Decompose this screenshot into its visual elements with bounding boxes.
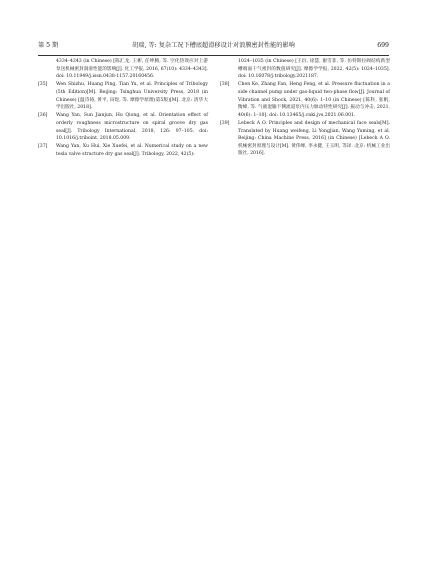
reference-number: [37] xyxy=(38,144,48,150)
reference-number: [35] xyxy=(38,82,48,88)
reference-item xyxy=(220,81,390,119)
reference-continuation: 1024–1035 (in Chinese) [王衍, 徐慧, 谢雪菲, 等. 仿特斯拉阀结构新型槽端面干气密封的数值研究[J]. 摩擦学学报, 2022, 42(5): 1024–1035]. doi: 10.16078/j.tribology.2021187. xyxy=(238,59,390,80)
left-column xyxy=(38,58,208,159)
reference-number: [36] xyxy=(38,113,48,119)
reference-text: Wang Yan, Sun Jianjun, Hu Qiong, et al. Orientation effect of orderly roughness microstructure on spiral groove dry gas seal[J]. Tribology International, 2018, 126: 97–105. doi: 10.1016/j.triboint. 2018.05.009. xyxy=(56,113,208,142)
page-number: 699 xyxy=(377,42,389,49)
reference-text: Lebeck A O. Principles and design of mechanical face seals[M]. Translated by Huang weifeng, Li Yongjian, Wang Yuming, et al. Beijing: China Machine Press, 2016] (in Chinese) [Lebeck A O. 机械密封原理与设计[M]. 黄伟峰, 李永健, 王玉明, 等译. 北京: 机械工业出版社, 2016]. xyxy=(238,120,390,157)
reference-text: Chen Ke, Zhang Fan, Heng Feng, et al. Pressure fluctuation in a side channel pump under gas-liquid two-phase flow[J]. Journal of Vibration and Shock, 2021, 40(6): 1–10 (in Chinese) [陈科, 张帆, 衡峰, 等. 气液混输下侧流道泵内压力脉动特性研究[J]. 振动与冲击, 2021, 40(6): 1–10]. doi: 10.13465/j.cnki.jvs.2021.06.001. xyxy=(238,82,390,118)
reference-text: Wang Yan, Xu Hui, Xie Xuefei, et al. Numerical study on a new tesla valve structure dry gas seal[J]. Tribology, 2022, 42(5): xyxy=(56,144,208,157)
reference-number: [38] xyxy=(220,82,230,88)
reference-continuation: 4334–4343 (in Chinese) [陈汇龙, 王彬, 任坤腾, 等. 空化热效应对上游泵送机械密封润滑性能的影响[J]. 化工学报, 2016, 67(10): 4334–4343]. doi: 10.11949/j.issn.0438-1157.20160456. xyxy=(56,59,208,80)
running-title: 胡瑞, 等: 复杂工况下槽底超滑移设计对浪膜密封性能的影响 xyxy=(132,42,295,49)
reference-item xyxy=(38,81,208,111)
header-rule xyxy=(38,55,389,56)
issue-label: 第 5 期 xyxy=(38,42,59,49)
reference-number: [39] xyxy=(220,120,230,126)
reference-text: Wen Shizhu, Huang Ping, Tian Yu, et al. Principles of Tribology (5th Edition)[M]. Beijing: Tsinghua University Press, 2018 (in Chinese) [温诗铸, 黄平, 田煜, 等. 摩擦学原理(第5版)[M]. 北京: 清华大学出版社, 2018]. xyxy=(56,82,208,111)
reference-item xyxy=(38,143,208,158)
reference-item xyxy=(220,120,390,158)
page-header xyxy=(38,40,389,52)
right-column xyxy=(220,58,390,159)
reference-item xyxy=(38,112,208,142)
